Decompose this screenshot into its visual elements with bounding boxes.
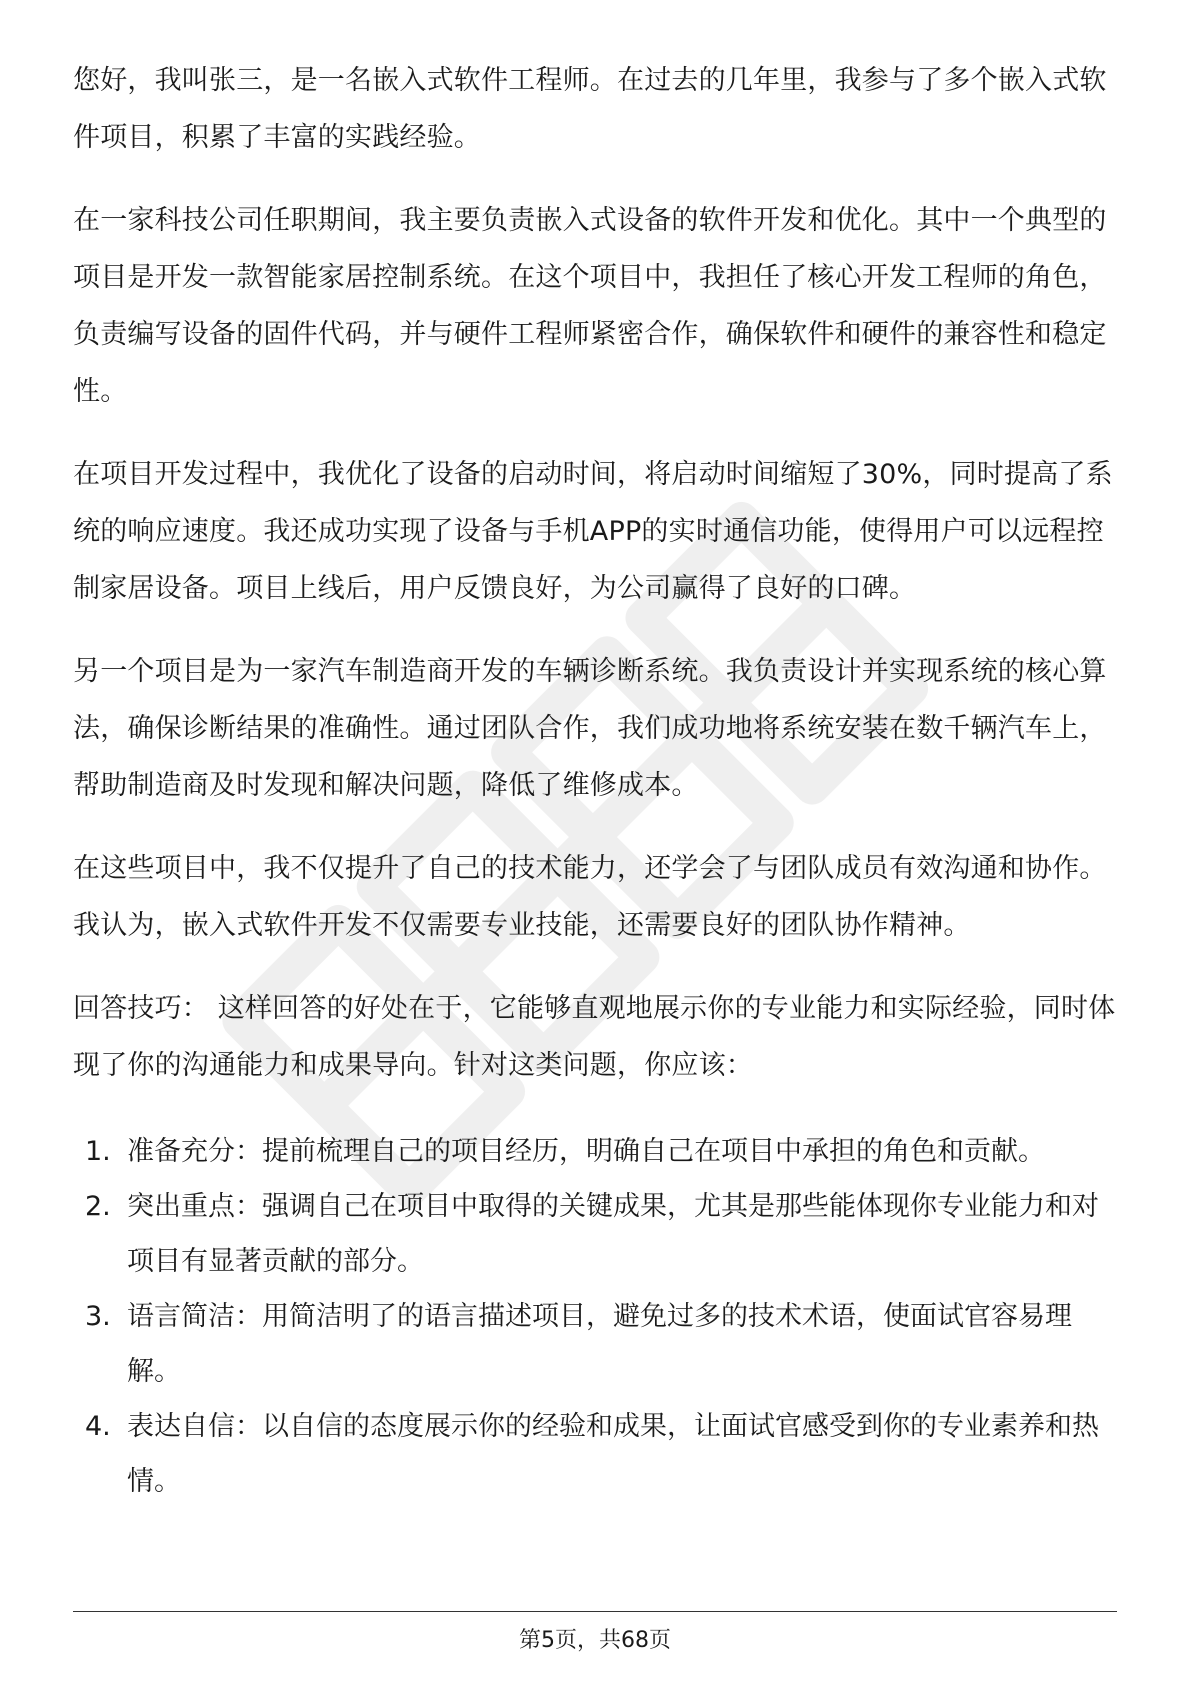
paragraph-intro: 您好，我叫张三，是一名嵌入式软件工程师。在过去的几年里，我参与了多个嵌入式软件项目，积累了丰富的实践经验。 <box>73 65 1107 153</box>
list-item-text: 准备充分：提前梳理自己的项目经历，明确自己在项目中承担的角色和贡献。 <box>127 1136 1045 1167</box>
list-item <box>73 1399 1117 1509</box>
document-body <box>73 52 1117 1509</box>
list-item-number: 3. <box>85 1301 111 1332</box>
list-item-number: 4. <box>85 1411 111 1442</box>
list-item-text: 语言简洁：用简洁明了的语言描述项目，避免过多的技术术语，使面试官容易理解。 <box>127 1301 1072 1387</box>
list-item-number: 2. <box>85 1191 111 1222</box>
page-number: 第5页，共68页 <box>519 1628 671 1653</box>
list-item <box>73 1289 1117 1399</box>
list-item <box>73 1179 1117 1289</box>
paragraph-smart-home-project: 在一家科技公司任职期间，我主要负责嵌入式设备的软件开发和优化。其中一个典型的项目是开发一款智能家居控制系统。在这个项目中，我担任了核心开发工程师的角色，负责编写设备的固件代码，并与硬件工程师紧密合作，确保软件和硬件的兼容性和稳定性。 <box>73 205 1107 407</box>
paragraph-answer-tips: 回答技巧： 这样回答的好处在于，它能够直观地展示你的专业能力和实际经验，同时体现了你的沟通能力和成果导向。针对这类问题，你应该： <box>73 993 1116 1081</box>
paragraph-reflection: 在这些项目中，我不仅提升了自己的技术能力，还学会了与团队成员有效沟通和协作。我认为，嵌入式软件开发不仅需要专业技能，还需要良好的团队协作精神。 <box>73 853 1107 941</box>
tips-list <box>73 1124 1117 1509</box>
list-item-text: 突出重点：强调自己在项目中取得的关键成果，尤其是那些能体现你专业能力和对项目有显著贡献的部分。 <box>127 1191 1099 1277</box>
footer-divider <box>73 1611 1117 1612</box>
paragraph-optimization-results: 在项目开发过程中，我优化了设备的启动时间，将启动时间缩短了30%，同时提高了系统的响应速度。我还成功实现了设备与手机APP的实时通信功能，使得用户可以远程控制家居设备。项目上线后，用户反馈良好，为公司赢得了良好的口碑。 <box>73 459 1113 604</box>
list-item <box>73 1124 1117 1179</box>
list-item-text: 表达自信：以自信的态度展示你的经验和成果，让面试官感受到你的专业素养和热情。 <box>127 1411 1099 1497</box>
paragraph-vehicle-diagnosis-project: 另一个项目是为一家汽车制造商开发的车辆诊断系统。我负责设计并实现系统的核心算法，确保诊断结果的准确性。通过团队合作，我们成功地将系统安装在数千辆汽车上，帮助制造商及时发现和解决问题，降低了维修成本。 <box>73 656 1107 801</box>
list-item-number: 1. <box>85 1136 111 1167</box>
